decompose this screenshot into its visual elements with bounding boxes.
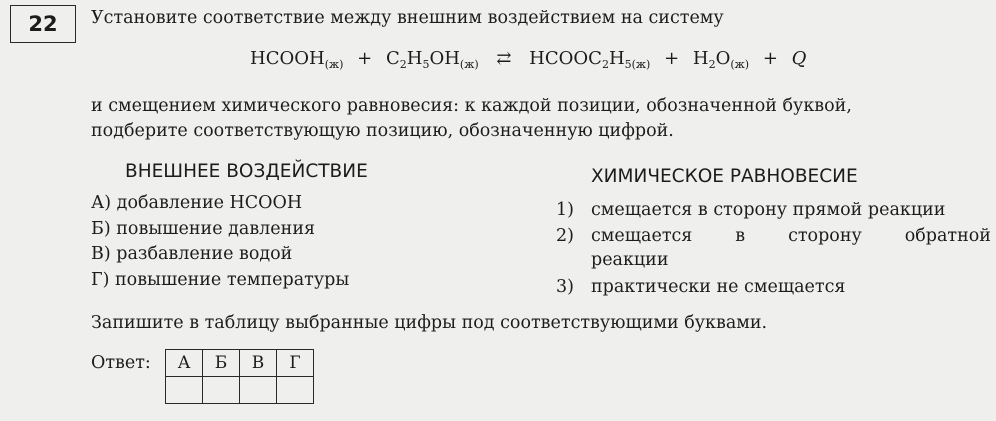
reaction-equation	[250, 48, 806, 71]
left-column-header: ВНЕШНЕЕ ВОЗДЕЙСТВИЕ	[125, 161, 368, 182]
right-item-2-text: смещается в сторону обратной	[591, 226, 991, 246]
reactant-formic-acid: $HCOOH_{(ж)}$	[250, 48, 344, 71]
product-ester: $HCOOC_2H_{5(ж)}$	[529, 48, 651, 71]
answer-input-row	[166, 377, 314, 404]
answer-cell-v[interactable]	[240, 377, 277, 404]
answer-label: Ответ:	[91, 353, 151, 373]
question-intro: Установите соответствие между внешним воздействием на систему	[91, 8, 724, 28]
plus-sign: +	[762, 48, 778, 69]
left-item-v: В) разбавление водой	[91, 244, 293, 264]
reactant-ethanol: $C_2H_5OH_{(ж)}$	[385, 48, 479, 71]
heat-symbol: Q	[791, 48, 807, 69]
right-item-2-num: 2)	[556, 226, 574, 246]
question-line-2: и смещением химического равновесия: к каждой позиции, обозначенной буквой,	[91, 96, 852, 116]
left-item-b: Б) повышение давления	[91, 219, 316, 239]
equilibrium-arrow: ⇄	[496, 48, 512, 69]
instruction-text: Запишите в таблицу выбранные цифры под соответствующими буквами.	[91, 313, 768, 333]
right-item-1-num: 1)	[556, 200, 574, 220]
answer-cell-b[interactable]	[203, 377, 240, 404]
answer-cell-a[interactable]	[166, 377, 203, 404]
right-column-header: ХИМИЧЕСКОЕ РАВНОВЕСИЕ	[591, 166, 858, 187]
answer-cell-g[interactable]	[277, 377, 314, 404]
left-item-a: А) добавление HCOOH	[91, 193, 303, 213]
question-line-3: подберите соответствующую позицию, обозначенную цифрой.	[91, 121, 674, 141]
answer-header-g: Г	[277, 350, 314, 377]
answer-header-a: А	[166, 350, 203, 377]
product-water: $H_2O_{(ж)}$	[692, 48, 750, 71]
answer-table	[165, 349, 314, 404]
right-item-1-text: смещается в сторону прямой реакции	[591, 200, 946, 220]
right-item-2-continuation: реакции	[591, 250, 669, 270]
question-number: 22	[10, 5, 76, 43]
plus-sign: +	[357, 48, 373, 69]
right-item-3-num: 3)	[556, 277, 574, 297]
right-item-3-text: практически не смещается	[591, 277, 846, 297]
plus-sign: +	[664, 48, 680, 69]
answer-header-b: Б	[203, 350, 240, 377]
answer-header-v: В	[240, 350, 277, 377]
left-item-g: Г) повышение температуры	[91, 270, 350, 290]
answer-header-row	[166, 350, 314, 377]
